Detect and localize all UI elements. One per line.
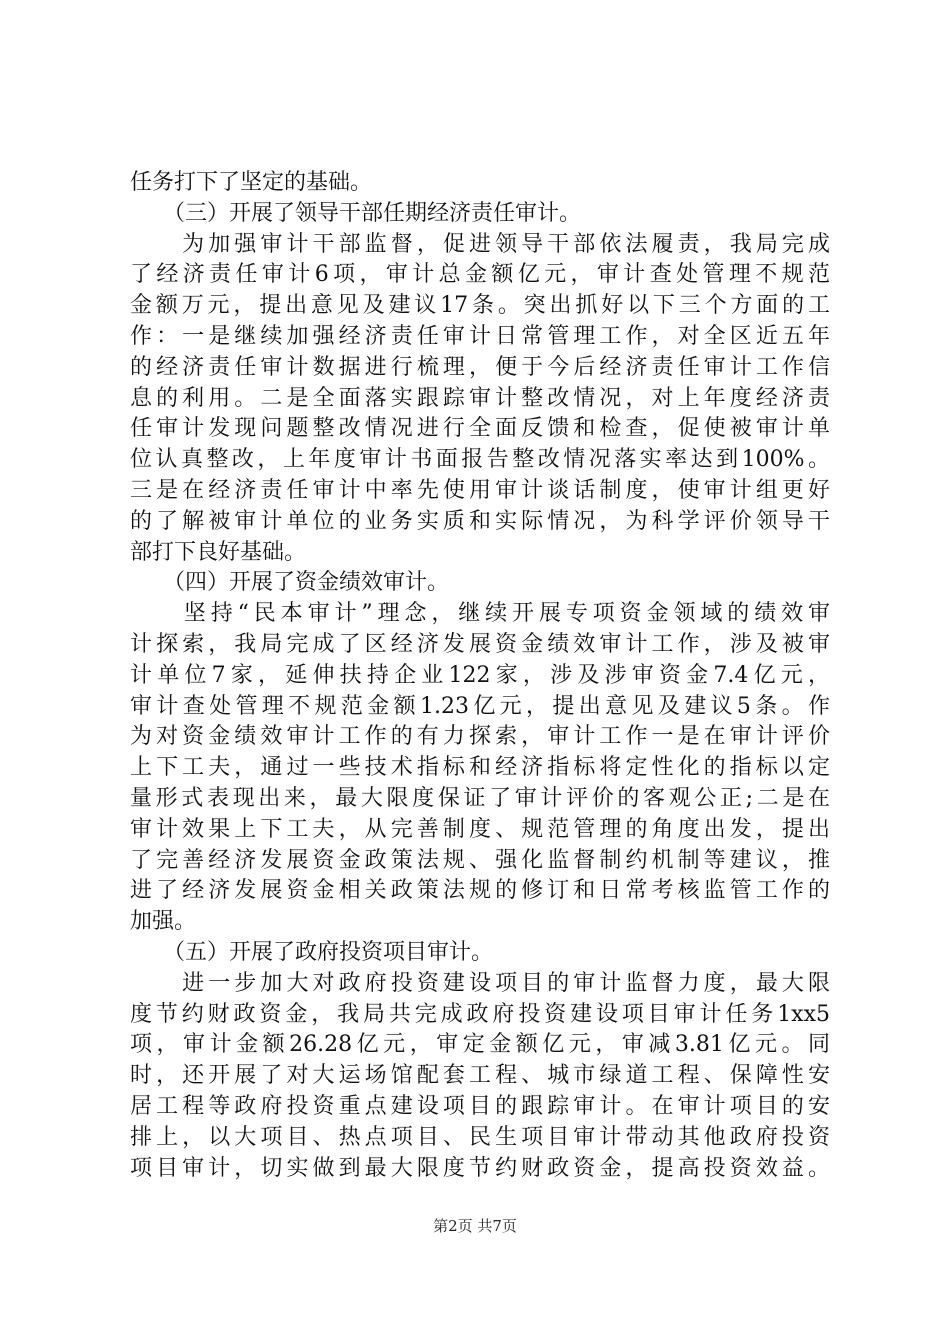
- text-line: 的经济责任审计数据进行梳理，便于今后经济责任审计工作信: [130, 354, 830, 380]
- text-line: 进了经济发展资金相关政策法规的修订和日常考核监管工作的: [130, 878, 830, 904]
- text-line: 息的利用。二是全面落实跟踪审计整改情况，对上年度经济责: [130, 385, 830, 411]
- text-line: 加强。: [130, 909, 197, 935]
- section-heading: （四）开展了资金绩效审计。: [130, 570, 450, 596]
- text-line: 审计效果上下工夫，从完善制度、规范管理的角度出发，提出: [130, 816, 830, 842]
- text-line: 计单位7家，延伸扶持企业122家，涉及涉审资金7.4亿元，: [130, 662, 830, 688]
- text-line: 项目审计，切实做到最大限度节约财政资金，提高投资效益。: [130, 1155, 830, 1181]
- text-line: 了经济责任审计6项，审计总金额亿元，审计查处管理不规范: [130, 262, 830, 288]
- text-line: 三是在经济责任审计中率先使用审计谈话制度，使审计组更好: [130, 477, 830, 503]
- text-line: 居工程等政府投资重点建设项目的跟踪审计。在审计项目的安: [130, 1093, 830, 1119]
- body-text: [130, 168, 830, 1184]
- text-line: 位认真整改，上年度审计书面报告整改情况落实率达到100%。: [130, 447, 830, 473]
- section-heading: （五）开展了政府投资项目审计。: [130, 939, 494, 965]
- text-line: 作：一是继续加强经济责任审计日常管理工作，对全区近五年: [130, 323, 830, 349]
- text-line: 任务打下了坚定的基础。: [130, 170, 373, 195]
- text-line: 了完善经济发展资金政策法规、强化监督制约机制等建议，推: [130, 847, 830, 873]
- text-line: 量形式表现出来，最大限度保证了审计评价的客观公正;二是在: [130, 785, 830, 811]
- text-line: 排上，以大项目、热点项目、民生项目审计带动其他政府投资: [130, 1124, 830, 1150]
- text-line: 部打下良好基础。: [130, 539, 307, 565]
- text-line: 上下工夫，通过一些技术指标和经济指标将定性化的指标以定: [130, 755, 830, 781]
- text-line: 项，审计金额26.28亿元，审定金额亿元，审减3.81亿元。同: [130, 1032, 830, 1058]
- text-line: 坚持“民本审计”理念，继续开展专项资金领域的绩效审: [130, 601, 830, 627]
- text-line: 计探索，我局完成了区经济发展资金绩效审计工作，涉及被审: [130, 631, 830, 657]
- text-line: 度节约财政资金，我局共完成政府投资建设项目审计任务1xx5: [130, 1001, 830, 1027]
- section-heading: （三）开展了领导干部任期经济责任审计。: [130, 200, 582, 226]
- text-line: 的了解被审计单位的业务实质和实际情况，为科学评价领导干: [130, 508, 830, 534]
- text-line: 为对资金绩效审计工作的有力探索，审计工作一是在审计评价: [130, 724, 830, 750]
- text-line: 金额万元，提出意见及建议17条。突出抓好以下三个方面的工: [130, 293, 830, 319]
- text-line: 审计查处管理不规范金额1.23亿元，提出意见及建议5条。作: [130, 693, 830, 719]
- text-line: 任审计发现问题整改情况进行全面反馈和检查，促使被审计单: [130, 416, 830, 442]
- text-line: 为加强审计干部监督，促进领导干部依法履责，我局完成: [130, 231, 830, 257]
- text-line: 进一步加大对政府投资建设项目的审计监督力度，最大限: [130, 970, 830, 996]
- text-line: 时，还开展了对大运场馆配套工程、城市绿道工程、保障性安: [130, 1063, 830, 1089]
- page-number-footer: 第2页 共7页: [433, 1217, 517, 1235]
